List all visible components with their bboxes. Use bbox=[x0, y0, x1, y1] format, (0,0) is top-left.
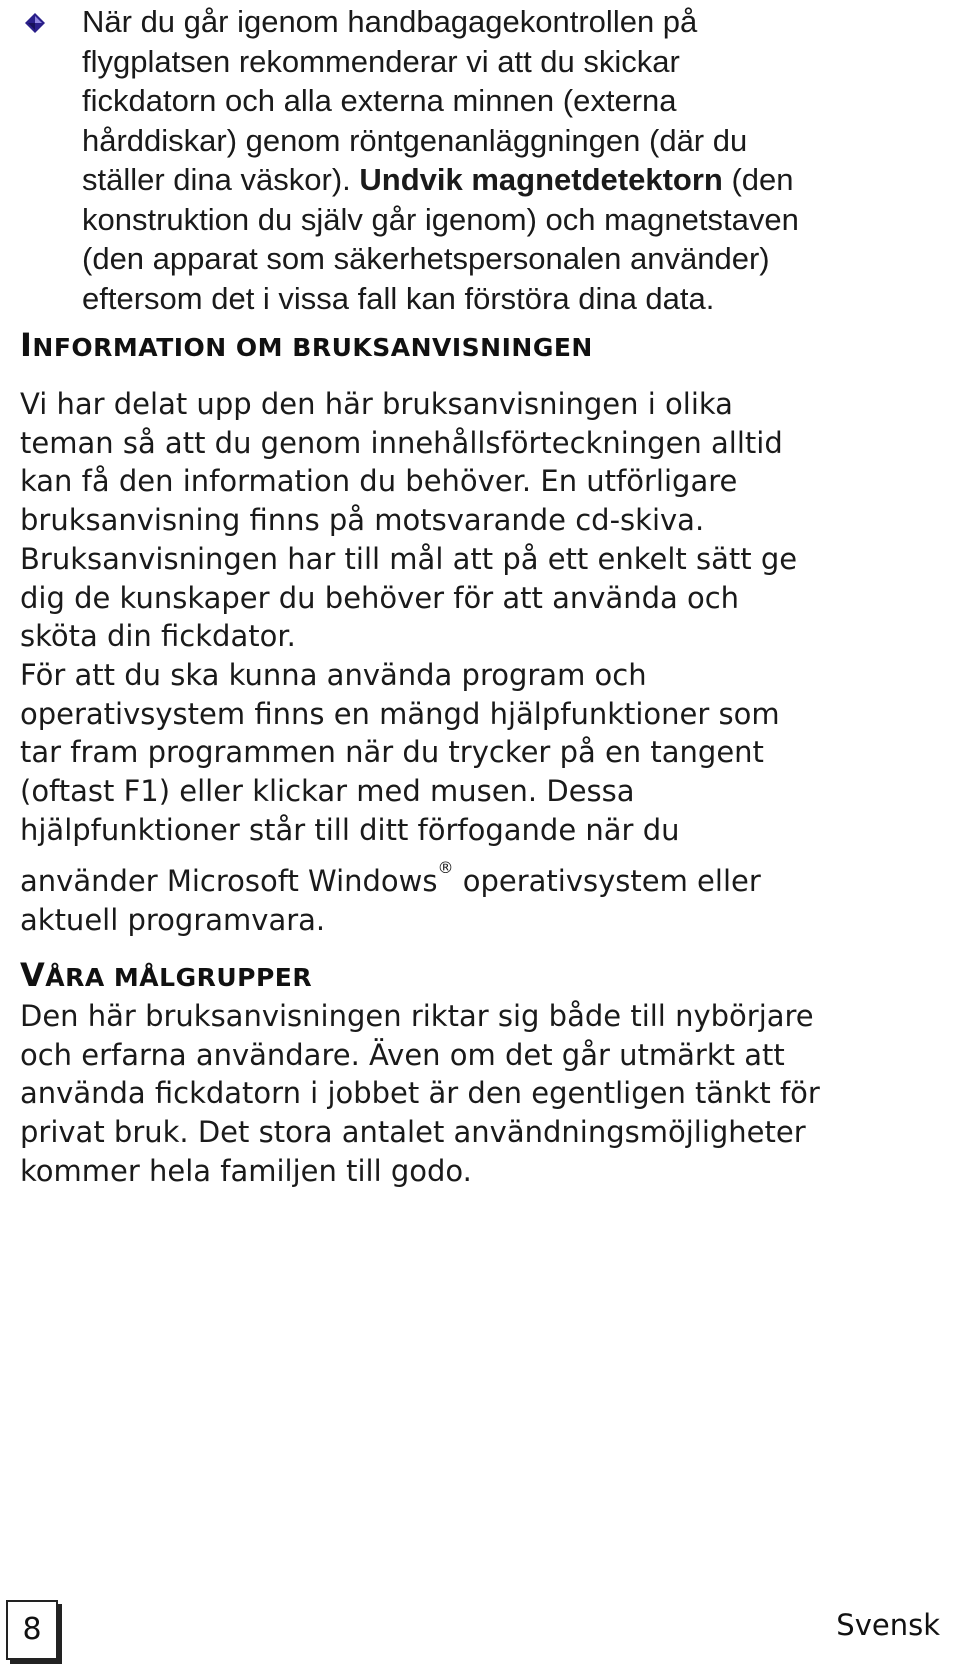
text-line: bruksanvisning finns på motsvarande cd-skiva. bbox=[20, 503, 705, 538]
text-line: eftersom det i vissa fall kan förstöra dina data. bbox=[82, 280, 715, 316]
section-body-target-groups bbox=[20, 997, 950, 1191]
registered-mark: ® bbox=[437, 858, 454, 878]
text-line: sköta din fickdator. bbox=[20, 619, 296, 654]
section-body-information bbox=[20, 385, 950, 940]
section-heading-target-groups bbox=[20, 956, 312, 994]
text-segment: använder Microsoft Windows bbox=[20, 864, 438, 899]
text-line: fickdatorn och alla externa minnen (externa bbox=[82, 83, 677, 118]
heading-initial: I bbox=[20, 326, 33, 364]
text-line: Bruksanvisningen har till mål att på ett enkelt sätt ge bbox=[20, 541, 798, 576]
text-segment: (den bbox=[722, 162, 794, 197]
page-number: 8 bbox=[6, 1600, 58, 1660]
text-line: använda fickdatorn i jobbet är den egentligen tänkt för bbox=[20, 1076, 820, 1111]
section-heading-information bbox=[20, 326, 593, 364]
text-line: tar fram programmen när du trycker på en tangent bbox=[20, 735, 764, 770]
text-line: och erfarna användare. Även om det går utmärkt att bbox=[20, 1037, 785, 1072]
text-line: dig de kunskaper du behöver för att använda och bbox=[20, 580, 740, 615]
text-line bbox=[82, 160, 942, 200]
heading-initial: V bbox=[20, 956, 46, 994]
footer-language: Svensk bbox=[836, 1608, 940, 1642]
heading-rest: ÅRA MÅLGRUPPER bbox=[45, 963, 313, 992]
text-line: operativsystem finns en mängd hjälpfunktioner som bbox=[20, 696, 780, 731]
text-line: teman så att du genom innehållsförteckningen alltid bbox=[20, 425, 783, 460]
text-line: Vi har delat upp den här bruksanvisningen i olika bbox=[20, 387, 733, 421]
text-line: privat bruk. Det stora antalet användningsmöjligheter bbox=[20, 1115, 806, 1150]
text-segment: ställer dina väskor). bbox=[82, 162, 360, 197]
text-line: hårddiskar) genom röntgenanläggningen (där du bbox=[82, 122, 748, 158]
text-line: hjälpfunktioner står till ditt förfogande när du bbox=[20, 812, 680, 847]
text-line: kan få den information du behöver. En utförligare bbox=[20, 464, 738, 499]
text-line: flygplatsen rekommenderar vi att du skickar bbox=[82, 43, 680, 79]
text-line: När du går igenom handbagagekontrollen på bbox=[82, 4, 698, 39]
text-line: För att du ska kunna använda program och bbox=[20, 657, 647, 692]
text-line bbox=[20, 849, 950, 901]
bold-warning: Undvik magnetdetektorn bbox=[359, 162, 723, 197]
diamond-bullet-icon bbox=[24, 12, 46, 34]
bullet-paragraph bbox=[82, 2, 942, 318]
text-line: kommer hela familjen till godo. bbox=[20, 1153, 472, 1188]
text-segment: operativsystem eller bbox=[453, 864, 761, 899]
heading-rest: NFORMATION OM BRUKSANVISNINGEN bbox=[32, 333, 593, 362]
text-line: aktuell programvara. bbox=[20, 903, 326, 938]
text-line: (oftast F1) eller klickar med musen. Dessa bbox=[20, 774, 635, 809]
text-line: (den apparat som säkerhetspersonalen använder) bbox=[82, 241, 770, 276]
text-line: konstruktion du själv går igenom) och magnetstaven bbox=[82, 201, 799, 237]
text-line: Den här bruksanvisningen riktar sig både till nybörjare bbox=[20, 999, 814, 1033]
